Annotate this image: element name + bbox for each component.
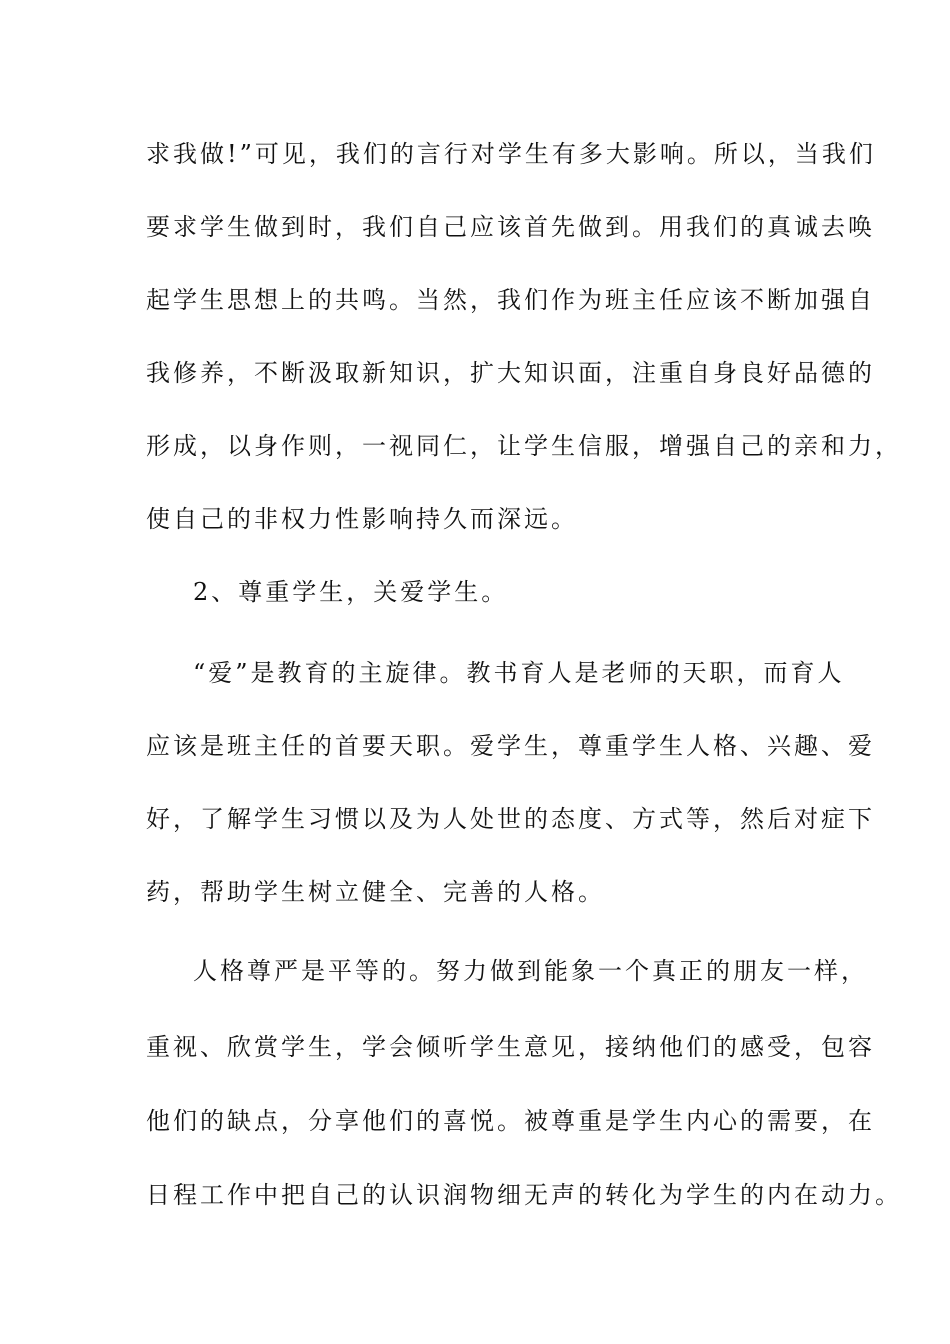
text-line: 形成，以身作则，一视同仁，让学生信服，增强自己的亲和力， [146, 432, 902, 460]
text-line: 日程工作中把自己的认识润物细无声的转化为学生的内在动力。 [146, 1181, 902, 1209]
text-line: 求我做!”可见，我们的言行对学生有多大影响。所以，当我们 [146, 140, 876, 168]
text-line: 应该是班主任的首要天职。爱学生，尊重学生人格、兴趣、爱 [146, 732, 875, 760]
text-line: “爱”是教育的主旋律。教书育人是老师的天职，而育人 [193, 659, 845, 687]
text-line: 药，帮助学生树立健全、完善的人格。 [146, 878, 605, 906]
text-line: 他们的缺点，分享他们的喜悦。被尊重是学生内心的需要，在 [146, 1107, 875, 1135]
text-line: 我修养，不断汲取新知识，扩大知识面，注重自身良好品德的 [146, 359, 875, 387]
text-line: 使自己的非权力性影响持久而深远。 [146, 505, 578, 533]
text-line: 要求学生做到时，我们自己应该首先做到。用我们的真诚去唤 [146, 213, 875, 241]
text-line: 起学生思想上的共鸣。当然，我们作为班主任应该不断加强自 [146, 286, 875, 314]
text-line: 好，了解学生习惯以及为人处世的态度、方式等，然后对症下 [146, 805, 875, 833]
text-line: 重视、欣赏学生，学会倾听学生意见，接纳他们的感受，包容 [146, 1033, 875, 1061]
text-line: 人格尊严是平等的。努力做到能象一个真正的朋友一样， [193, 957, 868, 985]
section-heading: 2、尊重学生，关爱学生。 [193, 578, 509, 606]
